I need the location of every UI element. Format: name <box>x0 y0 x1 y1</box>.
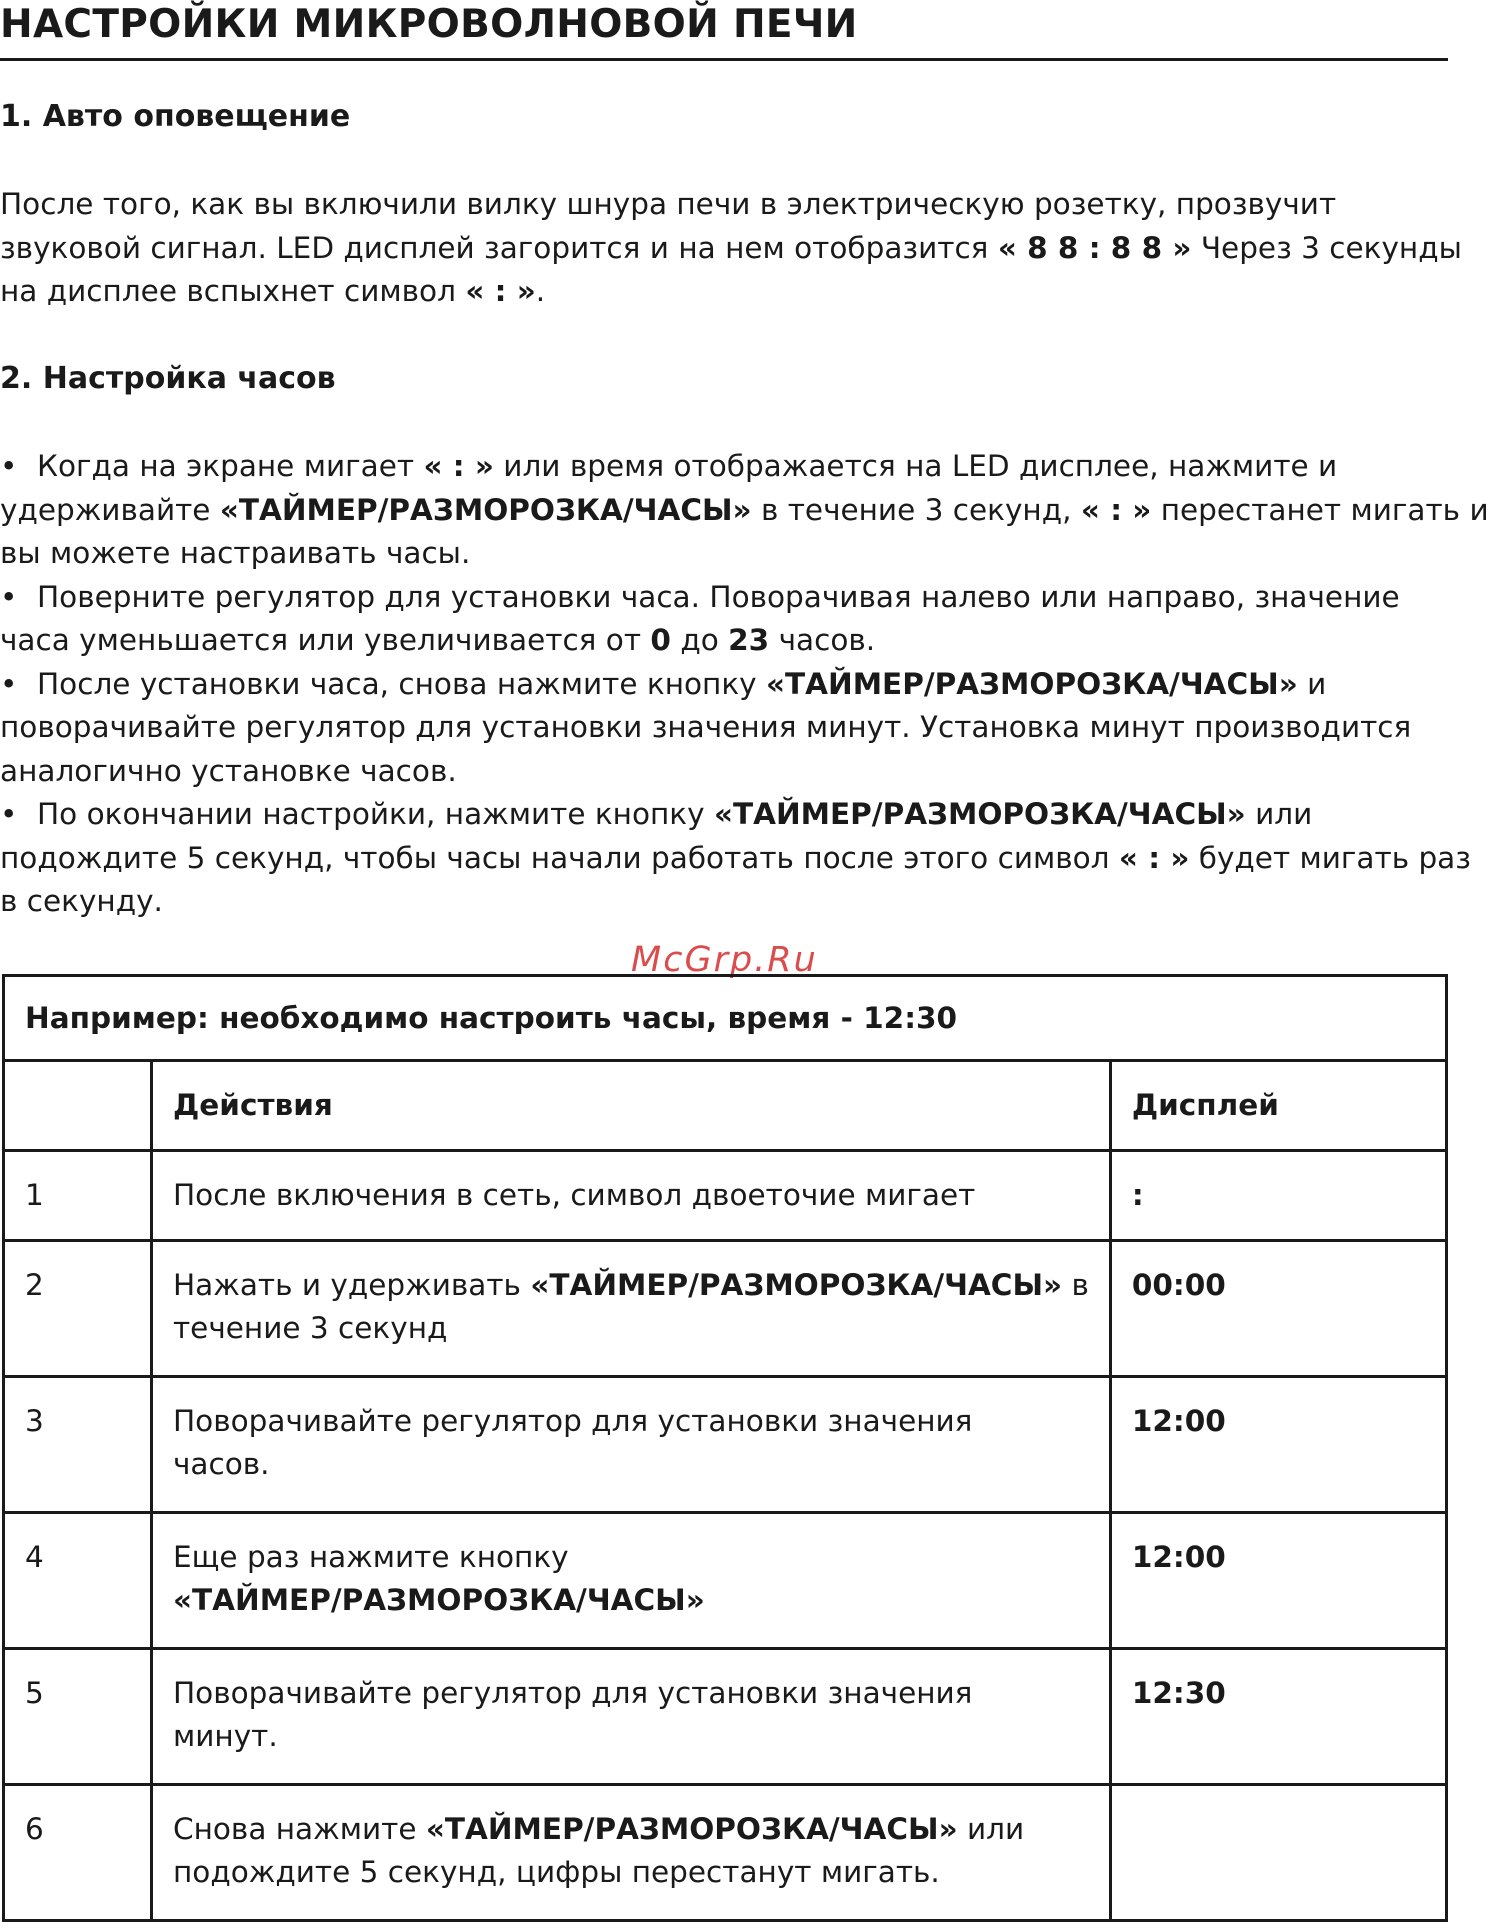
step-display: 12:00 <box>1110 1377 1446 1513</box>
action-line: часов. <box>173 1447 270 1481</box>
bullet-marker: • <box>0 579 18 614</box>
table-header-row <box>4 1061 1447 1151</box>
text-span: или <box>1245 797 1313 831</box>
text-span: поворачивайте регулятор для установки значения минут. Установка минут производится <box>0 710 1412 744</box>
section-heading-clock-setup: 2. Настройка часов <box>0 361 336 396</box>
step-action <box>152 1151 1111 1241</box>
step-display: : <box>1110 1151 1446 1241</box>
bullet-line <box>0 445 1448 489</box>
table-row <box>4 1513 1447 1649</box>
bullet-marker: • <box>0 449 18 483</box>
display-symbol-8888: « 8 8 : 8 8 » <box>997 230 1192 265</box>
text-span: в течение 3 секунд, <box>751 492 1081 527</box>
button-name: «ТАЙМЕР/РАЗМОРОЗКА/ЧАСЫ» <box>530 1268 1063 1302</box>
text-span: или <box>957 1812 1025 1846</box>
table-caption-row <box>4 976 1447 1061</box>
text-line <box>0 183 1448 227</box>
text-line <box>0 532 1448 576</box>
section-auto-alert-text <box>0 183 1462 314</box>
hour-max: 23 <box>728 623 770 657</box>
step-number: 3 <box>4 1377 152 1513</box>
step-action <box>152 1649 1111 1785</box>
text-span: вы можете настраивать часы. <box>0 536 471 570</box>
text-span: аналогично установке часов. <box>0 753 457 788</box>
text-span: Нажать и удерживать <box>173 1268 531 1302</box>
display-symbol-colon: « : » <box>465 274 536 308</box>
text-span: или время отображается на LED дисплее, нажмите и <box>493 449 1338 483</box>
page-title: НАСТРОЙКИ МИКРОВОЛНОВОЙ ПЕЧИ <box>0 0 1448 61</box>
text-span: Поверните регулятор для установки часа. Поворачивая налево или направо, значение <box>37 579 1400 614</box>
step-number: 6 <box>4 1785 152 1921</box>
action-line: Поворачивайте регулятор для установки значения <box>173 1404 973 1438</box>
action-line: течение 3 секунд <box>173 1311 448 1345</box>
display-symbol-colon: « : » <box>1080 492 1152 527</box>
header-display: Дисплей <box>1110 1061 1446 1151</box>
table-row <box>4 1785 1447 1921</box>
text-span: в <box>1062 1268 1089 1302</box>
action-line: подождите 5 секунд, цифры перестанут мигать. <box>173 1855 940 1889</box>
text-span: После того, как вы включили вилку шнура печи в электрическую розетку, прозвучит <box>0 187 1337 221</box>
step-action <box>152 1377 1111 1513</box>
text-span: часов. <box>769 623 876 657</box>
text-span: Когда на экране мигает <box>37 449 424 483</box>
text-span: звуковой сигнал. LED дисплей загорится и на нем отобразится <box>0 230 998 265</box>
text-span: Снова нажмите <box>173 1812 426 1846</box>
step-display: 00:00 <box>1110 1241 1446 1377</box>
button-name: «ТАЙМЕР/РАЗМОРОЗКА/ЧАСЫ» <box>219 492 752 527</box>
bullet-line <box>0 793 1448 837</box>
text-span: По окончании настройки, нажмите кнопку <box>37 797 714 831</box>
watermark: McGrp.Ru <box>631 940 818 980</box>
text-line <box>0 706 1448 750</box>
text-line <box>0 270 1448 314</box>
step-action <box>152 1785 1111 1921</box>
button-name: «ТАЙМЕР/РАЗМОРОЗКА/ЧАСЫ» <box>713 797 1246 831</box>
header-num <box>4 1061 152 1151</box>
table-caption: Например: необходимо настроить часы, время - 12:30 <box>4 976 1447 1061</box>
table-row <box>4 1377 1447 1513</box>
action-line: Поворачивайте регулятор для установки значения <box>173 1676 973 1710</box>
text-span: на дисплее вспыхнет символ <box>0 274 466 308</box>
action-line: После включения в сеть, символ двоеточие мигает <box>173 1178 976 1212</box>
text-span: перестанет мигать и <box>1151 492 1489 527</box>
example-table <box>2 974 1448 1922</box>
step-action <box>152 1513 1111 1649</box>
step-number: 1 <box>4 1151 152 1241</box>
text-span: до <box>670 623 729 657</box>
text-span: После установки часа, снова нажмите кнопку <box>37 666 766 701</box>
step-display <box>1110 1785 1446 1921</box>
step-display: 12:00 <box>1110 1513 1446 1649</box>
table-row <box>4 1151 1447 1241</box>
step-number: 2 <box>4 1241 152 1377</box>
step-number: 4 <box>4 1513 152 1649</box>
action-line <box>173 1264 1089 1307</box>
display-symbol-colon: « : » <box>1118 840 1190 875</box>
bullet-line <box>0 663 1448 707</box>
text-line <box>0 880 1448 924</box>
button-name: «ТАЙМЕР/РАЗМОРОЗКА/ЧАСЫ» <box>173 1583 705 1617</box>
text-line <box>0 750 1448 794</box>
section-heading-auto-alert: 1. Авто оповещение <box>0 99 351 134</box>
text-span: и <box>1297 666 1327 701</box>
text-span: часа уменьшается или увеличивается от <box>0 623 651 657</box>
action-line: минут. <box>173 1719 278 1753</box>
button-name: «ТАЙМЕР/РАЗМОРОЗКА/ЧАСЫ» <box>766 666 1298 701</box>
bullet-marker: • <box>0 666 18 701</box>
section-clock-setup-text <box>0 445 1489 924</box>
text-span: подождите 5 секунд, чтобы часы начали работать после этого символ <box>0 840 1119 875</box>
text-line <box>0 837 1471 881</box>
text-line <box>0 227 1462 271</box>
action-line <box>173 1808 1089 1851</box>
text-span: в секунду. <box>0 884 163 918</box>
action-line: Еще раз нажмите кнопку <box>173 1540 569 1574</box>
bullet-line <box>0 576 1448 620</box>
bullet-marker: • <box>0 797 18 831</box>
table-row <box>4 1241 1447 1377</box>
text-line <box>0 619 1448 663</box>
text-span: . <box>535 274 546 308</box>
text-line <box>0 489 1489 533</box>
header-action: Действия <box>152 1061 1111 1151</box>
button-name: «ТАЙМЕР/РАЗМОРОЗКА/ЧАСЫ» <box>425 1812 958 1846</box>
table-row <box>4 1649 1447 1785</box>
hour-min: 0 <box>650 623 671 657</box>
step-number: 5 <box>4 1649 152 1785</box>
text-span: будет мигать раз <box>1189 840 1471 875</box>
display-symbol-colon: « : » <box>423 449 494 483</box>
step-action <box>152 1241 1111 1377</box>
step-display: 12:30 <box>1110 1649 1446 1785</box>
text-span: Через 3 секунды <box>1191 230 1462 265</box>
text-span: удерживайте <box>0 492 220 527</box>
